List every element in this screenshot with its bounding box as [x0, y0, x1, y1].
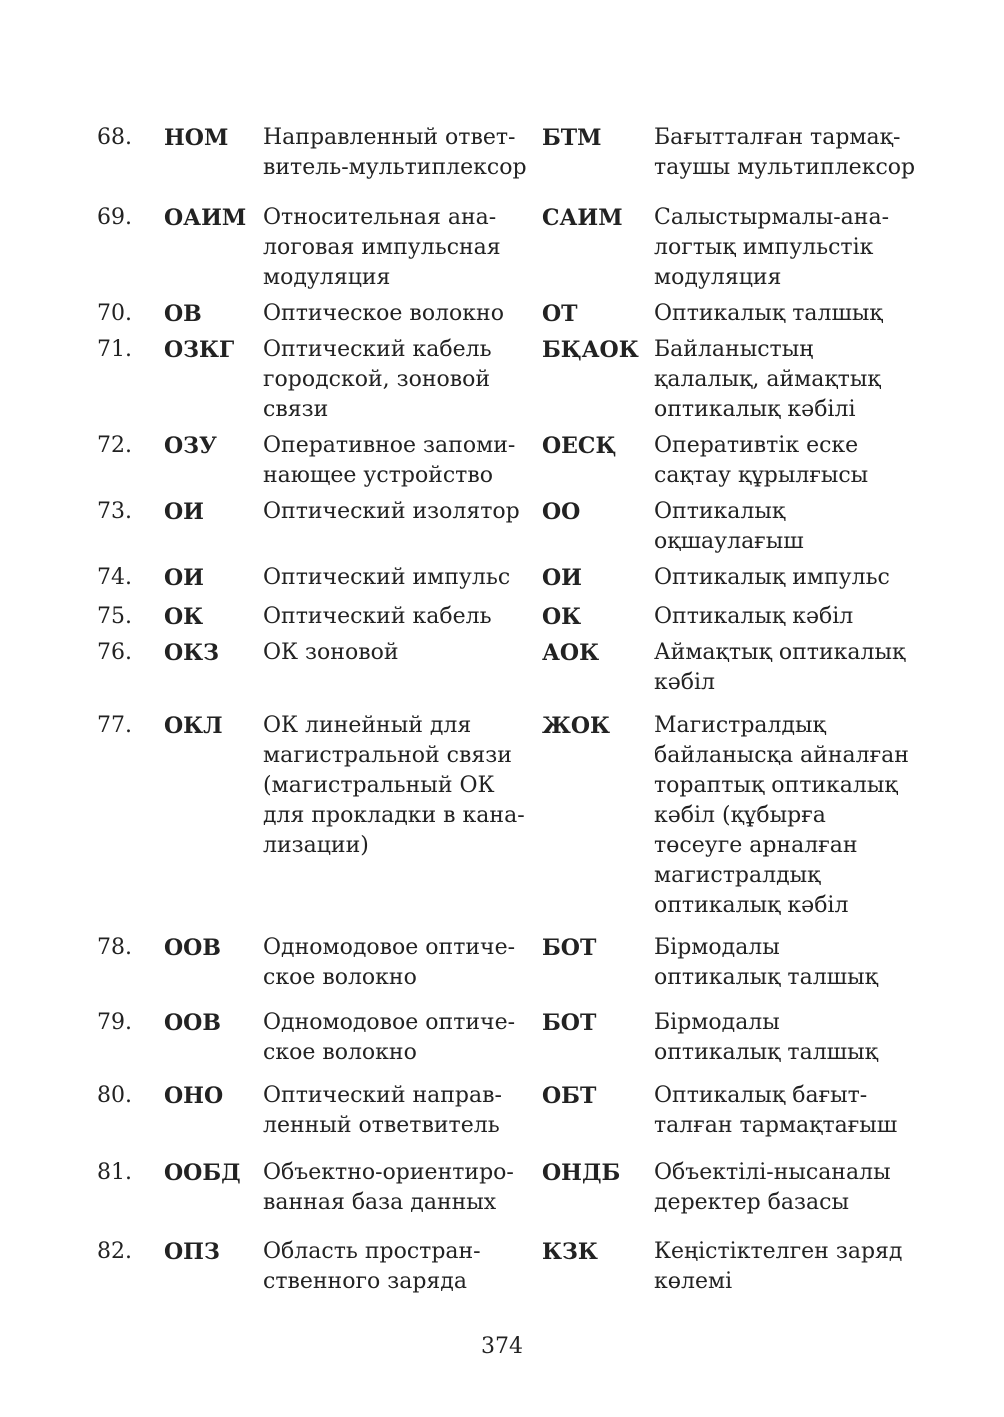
- entry-number: 81.: [97, 1160, 132, 1185]
- russian-abbreviation: ОК: [164, 604, 204, 630]
- entry-number: 71.: [97, 337, 132, 362]
- kazakh-term: Объектілі-нысаналы деректер базасы: [654, 1160, 891, 1215]
- kazakh-abbreviation: ОТ: [542, 301, 578, 327]
- kazakh-abbreviation: АОК: [542, 640, 600, 666]
- kazakh-abbreviation: ОИ: [542, 565, 582, 591]
- kazakh-term: Байланыстың қалалық, аймақтық оптикалық кәбілі: [654, 337, 881, 422]
- kazakh-abbreviation: ОЕСҚ: [542, 433, 617, 459]
- kazakh-abbreviation: БТМ: [542, 125, 602, 151]
- russian-abbreviation: ОНО: [164, 1083, 224, 1109]
- russian-abbreviation: ОВ: [164, 301, 202, 327]
- kazakh-term: Бағытталған тармақ- таушы мультиплексор: [654, 125, 916, 180]
- russian-term: Объектно-ориентиро- ванная база данных: [263, 1160, 514, 1215]
- kazakh-term: Бірмодалы оптикалық талшық: [654, 935, 878, 990]
- entry-number: 78.: [97, 935, 132, 960]
- russian-term: Одномодовое оптиче- ское волокно: [263, 935, 516, 990]
- entry-number: 82.: [97, 1239, 132, 1264]
- russian-term: Оптическое волокно: [263, 301, 504, 326]
- entry-number: 74.: [97, 565, 132, 590]
- kazakh-term: Магистралдық байланысқа айналған тораптық оптикалық кәбіл (құбырға төсеуге арналған магистралдық оптикалық кәбіл: [654, 713, 909, 918]
- kazakh-term: Оптикалық импульс: [654, 565, 890, 590]
- russian-term: Оптический импульс: [263, 565, 511, 590]
- russian-abbreviation: ООВ: [164, 935, 221, 961]
- russian-abbreviation: ОКЗ: [164, 640, 220, 666]
- kazakh-abbreviation: ОК: [542, 604, 582, 630]
- russian-term: ОК зоновой: [263, 640, 399, 665]
- kazakh-term: Аймақтық оптикалық кәбіл: [654, 640, 906, 695]
- russian-abbreviation: ОЗКГ: [164, 337, 235, 363]
- entry-number: 72.: [97, 433, 132, 458]
- russian-term: Оптический направ- ленный ответвитель: [263, 1083, 502, 1138]
- kazakh-term: Оптикалық талшық: [654, 301, 883, 326]
- kazakh-abbreviation: ОО: [542, 499, 581, 525]
- entry-number: 79.: [97, 1010, 132, 1035]
- kazakh-term: Бірмодалы оптикалық талшық: [654, 1010, 878, 1065]
- kazakh-abbreviation: ОБТ: [542, 1083, 597, 1109]
- kazakh-term: Оптикалық бағыт- талған тармақтағыш: [654, 1083, 898, 1138]
- kazakh-abbreviation: БОТ: [542, 1010, 597, 1036]
- kazakh-term: Оптикалық кәбіл: [654, 604, 854, 629]
- entry-number: 75.: [97, 604, 132, 629]
- entry-number: 80.: [97, 1083, 132, 1108]
- russian-term: Область простран- ственного заряда: [263, 1239, 481, 1294]
- kazakh-abbreviation: КЗК: [542, 1239, 598, 1265]
- entry-number: 76.: [97, 640, 132, 665]
- russian-term: Оптический кабель: [263, 604, 492, 629]
- kazakh-abbreviation: ЖОК: [542, 713, 611, 739]
- russian-abbreviation: ОЗУ: [164, 433, 217, 459]
- kazakh-term: Салыстырмалы-ана- логтық импульстік модуляция: [654, 205, 889, 290]
- russian-term: Направленный ответ- витель-мультиплексор: [263, 125, 527, 180]
- kazakh-abbreviation: БҚАОК: [542, 337, 639, 363]
- entry-number: 73.: [97, 499, 132, 524]
- russian-term: Относительная ана- логовая импульсная модуляция: [263, 205, 501, 290]
- entry-number: 68.: [97, 125, 132, 150]
- russian-abbreviation: ООВ: [164, 1010, 221, 1036]
- russian-abbreviation: ОИ: [164, 499, 204, 525]
- russian-term: Одномодовое оптиче- ское волокно: [263, 1010, 516, 1065]
- kazakh-abbreviation: БОТ: [542, 935, 597, 961]
- russian-abbreviation: ОИ: [164, 565, 204, 591]
- entry-number: 70.: [97, 301, 132, 326]
- kazakh-term: Оперативтік еске сақтау құрылғысы: [654, 433, 869, 488]
- russian-term: Оптический изолятор: [263, 499, 520, 524]
- russian-abbreviation: НОМ: [164, 125, 229, 151]
- russian-abbreviation: ОПЗ: [164, 1239, 220, 1265]
- kazakh-abbreviation: ОНДБ: [542, 1160, 621, 1186]
- kazakh-term: Оптикалық оқшаулағыш: [654, 499, 804, 554]
- entry-number: 69.: [97, 205, 132, 230]
- russian-abbreviation: ОКЛ: [164, 713, 223, 739]
- kazakh-term: Кеңістіктелген заряд көлемі: [654, 1239, 903, 1294]
- entry-number: 77.: [97, 713, 132, 738]
- russian-abbreviation: ООБД: [164, 1160, 241, 1186]
- russian-term: ОК линейный для магистральной связи (магистральный ОК для прокладки в кана- лизации): [263, 713, 525, 858]
- russian-abbreviation: ОАИМ: [164, 205, 247, 231]
- page-number: 374: [481, 1334, 523, 1359]
- kazakh-abbreviation: САИМ: [542, 205, 623, 231]
- russian-term: Оптический кабель городской, зоновой связи: [263, 337, 492, 422]
- russian-term: Оперативное запоми- нающее устройство: [263, 433, 516, 488]
